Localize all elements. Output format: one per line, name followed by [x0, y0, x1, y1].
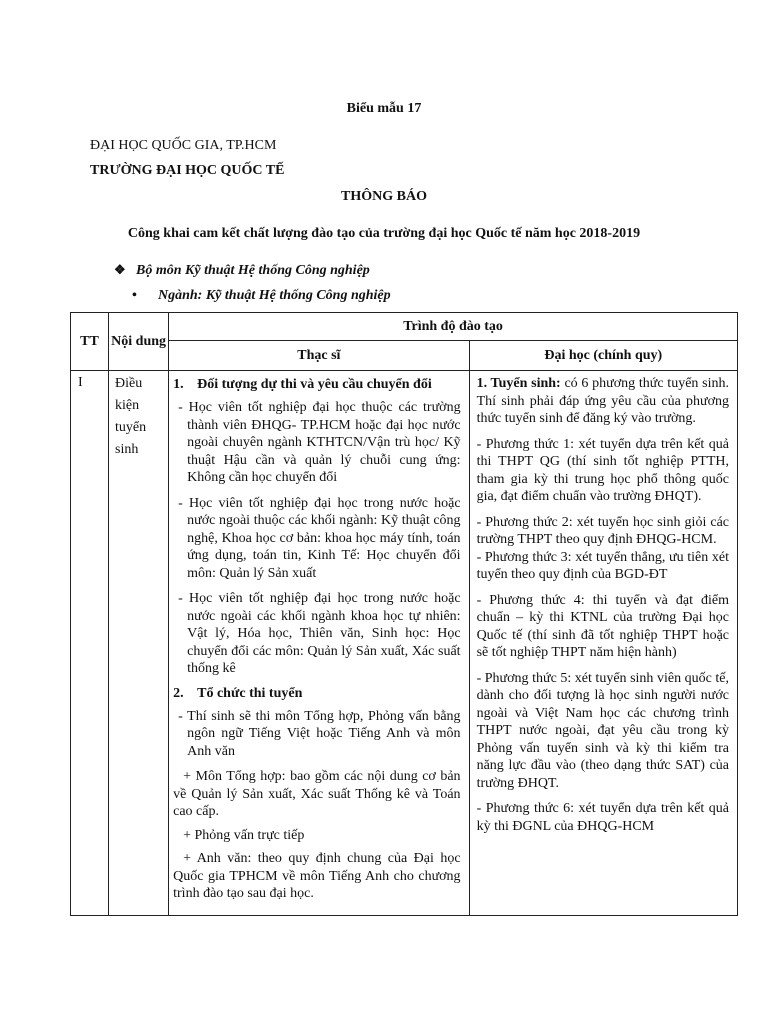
school-name: TRƯỜNG ĐẠI HỌC QUỐC TẾ	[90, 163, 285, 178]
table-row	[71, 371, 738, 916]
header-training-level: Trình độ đào tạo	[169, 313, 738, 341]
diamond-bullet-icon: ❖	[114, 262, 126, 277]
list-item: - Thí sinh sẽ thi môn Tổng hợp, Phỏng vấn bằng ngôn ngữ Tiếng Việt hoặc Tiếng Anh và môn Anh văn	[178, 708, 461, 759]
major-name: Ngành: Kỹ thuật Hệ thống Công nghiệp	[158, 288, 391, 303]
list-item: - Học viên tốt nghiệp đại học trong nước hoặc nước ngoài thuộc các khối ngành: Kỹ thuật công nghệ, Khoa học cơ bản: khoa học máy tính, toán ứng dụng, toán tin, Kinh Tế: Học chuyển đổi môn: Quản lý Sản xuất	[178, 495, 461, 581]
notice-subtitle: Công khai cam kết chất lượng đào tạo của trường đại học Quốc tế năm học 2018-2019	[127, 226, 641, 241]
notice-title: THÔNG BÁO	[341, 189, 427, 204]
header-bachelor: Đại học (chính quy)	[469, 341, 737, 371]
header-tt: TT	[71, 313, 109, 371]
form-number: Biểu mẫu 17	[346, 101, 422, 116]
admission-method: - Phương thức 5: xét tuyển sinh viên quốc tế, dành cho đối tượng là học sinh người nước ngoài và Việt Nam học các chương trình THPT nước ngoài, đạt yêu cầu trong kỳ Phỏng vấn tuyển sinh và kỳ thi kiểm tra năng lực đầu vào (theo dạng thức SAT) của trường ĐHQT.	[476, 670, 729, 791]
admission-intro: 1. Tuyển sinh: có 6 phương thức tuyển sinh. Thí sinh phải đáp ứng yêu cầu của phương thức tuyển sinh để đăng ký vào trường.	[476, 376, 729, 426]
bachelor-cell	[469, 371, 737, 916]
header-content: Nội dung	[109, 313, 169, 371]
masters-section-1-title: 1. Đối tượng dự thi và yêu cầu chuyển đổi	[173, 377, 432, 392]
admission-method: - Phương thức 4: thi tuyển và đạt điểm chuẩn – kỳ thi KTNL của trường Đại học Quốc tế (thí sinh đã tốt nghiệp THPT hoặc sẽ tốt nghiệp THPT năm hiện hành)	[476, 592, 729, 660]
dot-bullet-icon: •	[132, 288, 137, 303]
department-name: Bộ môn Kỹ thuật Hệ thống Công nghiệp	[136, 263, 370, 278]
row-content-label: Điều kiện tuyển sinh	[109, 371, 169, 916]
exam-subject-item: + Môn Tổng hợp: bao gồm các nội dung cơ bản về Quản lý Sản xuất, Xác suất Thống kê và Toán cao cấp.	[173, 769, 461, 819]
quality-commitment-table	[70, 312, 738, 916]
list-item: - Học viên tốt nghiệp đại học trong nước hoặc nước ngoài các khối ngành khoa học tự nhiên: Vật lý, Hóa học, Thiên văn, Sinh học: Học chuyển đổi các môn: Quản lý Sản xuất, Xác suất thống kê	[178, 591, 461, 676]
university-name: ĐẠI HỌC QUỐC GIA, TP.HCM	[90, 138, 277, 153]
masters-cell	[169, 371, 469, 916]
major-line	[132, 288, 391, 304]
masters-section-2-title: 2. Tổ chức thi tuyển	[173, 685, 303, 701]
row-number: I	[71, 371, 109, 916]
department-line	[114, 262, 370, 279]
admission-method: - Phương thức 6: xét tuyển dựa trên kết quả kỳ thi ĐGNL của ĐHQG-HCM	[476, 801, 729, 834]
exam-subject-item: + Anh văn: theo quy định chung của Đại học Quốc gia TPHCM về môn Tiếng Anh cho chương trình đào tạo sau đại học.	[173, 851, 461, 901]
admission-method: - Phương thức 1: xét tuyển dựa trên kết quả thi THPT QG (thí sinh tốt nghiệp PTTH, tham gia kỳ thi trung học phổ thông quốc gia, đạt điểm chuẩn vào trường ĐHQT).	[476, 436, 729, 504]
exam-subject-item: + Phỏng vấn trực tiếp	[183, 827, 305, 843]
list-item: - Học viên tốt nghiệp đại học thuộc các trường thành viên ĐHQG- TP.HCM hoặc đại học nước ngoài chuyên ngành KTHTCN/Vận trù học/ Kỹ thuật Hậu cần và quản lý chuỗi cung ứng: Không cần học chuyển đổi	[178, 400, 461, 485]
admission-method: - Phương thức 3: xét tuyển thẳng, ưu tiên xét tuyển theo quy định của BGD-ĐT	[476, 549, 729, 582]
header-masters: Thạc sĩ	[169, 341, 469, 371]
admission-method: - Phương thức 2: xét tuyển học sinh giỏi các trường THPT theo quy định ĐHQG-HCM.	[476, 514, 729, 547]
